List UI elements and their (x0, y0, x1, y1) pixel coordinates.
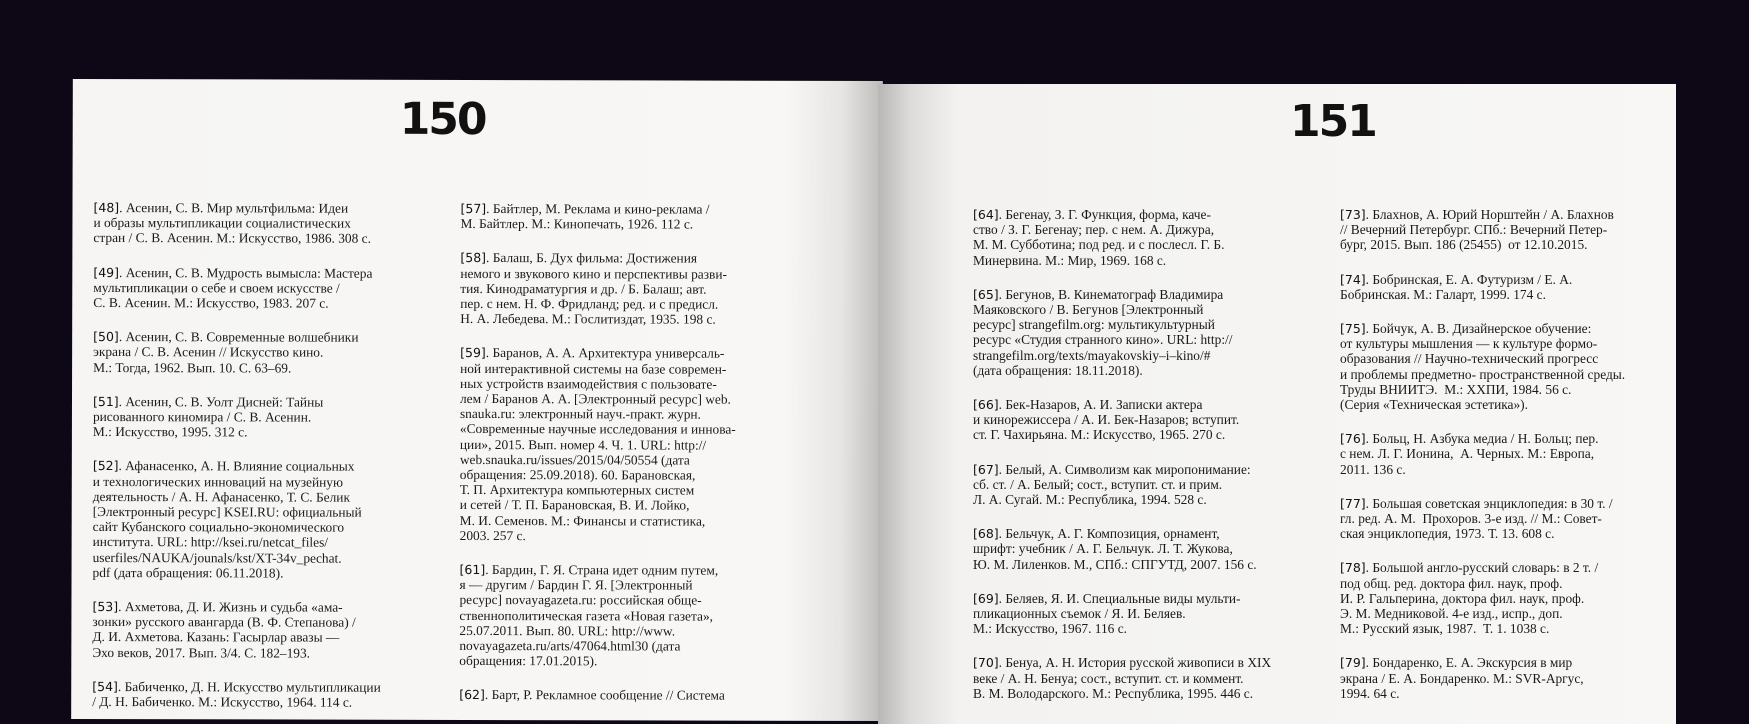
entry-number: [53] (92, 599, 119, 615)
entry-text: . Больц, Н. Азбука медиа / Н. Больц; пер. с нем. Л. Г. Ионина, А. Черных. М.: Европа, 2011. 136 с. (1340, 431, 1599, 477)
entry-number: [68] (973, 526, 999, 542)
bibliography-entry (973, 462, 1313, 508)
bibliography-entry (93, 458, 433, 581)
entry-number: [66] (973, 397, 999, 413)
entry-number: [48] (93, 199, 120, 216)
bibliography-entry (460, 201, 800, 232)
entry-text: . Асенин, С. В. Современные волшебники экрана / С. В. Асенин // Искусство кино. М.: Тогда, 1962. Вып. 10. С. 63–69. (93, 329, 359, 376)
bibliography-entry (973, 591, 1313, 637)
bibliography-entry (459, 687, 799, 703)
entry-text: . Барт, Р. Рекламное сообщение // Система (484, 687, 725, 704)
bibliography-entry (973, 655, 1313, 701)
bibliography-entry (93, 329, 433, 375)
entry-text: . Беляев, Я. И. Специальные виды мульти- пликационных съемок / Я. И. Беляев. М.: Искусство, 1967. 116 с. (973, 590, 1241, 637)
entry-number: [73] (1340, 207, 1366, 222)
bibliography-entry (973, 397, 1313, 443)
bibliography-entry (459, 562, 799, 669)
left-page (71, 79, 883, 721)
entry-number: [59] (460, 345, 486, 361)
bibliography-entry (1340, 496, 1676, 542)
bibliography-column (1340, 207, 1676, 720)
entry-number: [78] (1340, 560, 1366, 576)
entry-number: [57] (460, 200, 487, 217)
entry-text: . Бабиченко, Д. Н. Искусство мультипликации / Д. Н. Бабиченко. М.: Искусство, 1964. 114 с. (92, 678, 381, 710)
bibliography-entry (1340, 207, 1676, 253)
entry-text: . Бобринская, Е. А. Футуризм / Е. А. Бобринская. М.: Галарт, 1999. 174 с. (1340, 271, 1573, 302)
bibliography-entry (1340, 321, 1676, 412)
bibliography-entry (92, 679, 432, 710)
bibliography-column (92, 200, 433, 721)
right-page (878, 84, 1676, 724)
entry-number: [49] (93, 264, 120, 280)
entry-number: [75] (1340, 321, 1366, 337)
entry-number: [58] (460, 250, 487, 266)
bibliography-entry (973, 287, 1313, 378)
bibliography-entry (460, 250, 800, 327)
bibliography-entry (93, 265, 433, 311)
entry-text: . Большой англо-русский словарь: в 2 т. / под общ. ред. доктора фил. наук, проф. И. Р. Гальперина, доктора фил. наук, проф. Э. М. Медниковой. 4-е изд., испр., доп. М.: Русский язык, 1987. Т. 1. 1038 с. (1340, 560, 1599, 637)
entry-text: . Асенин, С. В. Уолт Дисней: Тайны рисованного киномира / С. В. Асенин. М.: Искусство, 1995. 312 с. (92, 393, 324, 440)
entry-number: [65] (973, 286, 999, 302)
entry-text: . Блахнов, А. Юрий Норштейн / А. Блахнов // Вечерний Петербург. СПб.: Вечерний Петер- бург, 2015. Вып. 186 (25455) от 12.10.2015. (1340, 207, 1614, 253)
entry-number: [54] (92, 678, 118, 694)
entry-text: . Афанасенко, А. Н. Влияние социальных и технологических инноваций на музейную деятельность / А. Н. Афанасенко, Т. С. Белик [Электронный ресурс] KSEI.RU: официальный сайт Кубанского социально-экономического института. URL: http://ksei.ru/netcat_files/ userfiles/NAUKA/jounals/kst/XT-34v_pechat. pdf (дата обращения: 06.11.2018). (92, 458, 362, 581)
bibliography-entry (93, 200, 433, 246)
bibliography-entry (1340, 272, 1676, 302)
bibliography-entry (1340, 655, 1676, 701)
entry-number: [61] (459, 562, 486, 578)
bibliography-entry (1340, 431, 1676, 477)
entry-text: . Бельчук, А. Г. Композиция, орнамент, шрифт: учебник / А. Г. Бельчук. Л. Т. Жукова, Ю. М. Лиленков. М., СПб.: СПГУТД, 2007. 156 с. (973, 526, 1257, 572)
page-number: 151 (1290, 96, 1376, 147)
entry-text: . Бегенау, З. Г. Функция, форма, каче- ство / З. Г. Бегенау; пер. с нем. А. Дижура, М. М. Субботина; под ред. и с послесл. Г. Б. Минервина. М.: Мир, 1969. 168 с. (973, 207, 1225, 268)
entry-number: [76] (1340, 431, 1366, 447)
entry-text: . Байтлер, М. Реклама и кино-реклама / М. Байтлер. М.: Кинопечать, 1926. 112 с. (460, 201, 710, 232)
bibliography-entry (92, 599, 432, 661)
entry-number: [62] (459, 687, 485, 703)
page-number: 150 (399, 93, 486, 146)
entry-text: . Баранов, А. А. Архитектура универсаль- ной интерактивной системы на базе современ- ных устройств взаимодействия с пользовате- лем / Баранов А. А. [Электронный ресурс] web. snauka.ru: электронный науч.-практ. журн. «Современные научные исследования и иннова- ции», 2015. Вып. номер 4. Ч. 1. URL: http:// web.snauka.ru/issues/2015/04/50554 (дата обращения: 25.09.2018). 60. Барановская, Т. П. Архитектура компьютерных систем и сетей / Т. П. Барановская, В. И. Лойко, М. И. Семенов. М.: Финансы и статистика, 2003. 257 с. (459, 345, 736, 543)
bibliography-entry (1340, 560, 1676, 636)
entry-text: . Бенуа, А. Н. История русской живописи в XIX веке / А. Н. Бенуа; сост., вступит. ст. и коммент. В. М. Володарского. М.: Республика, 1995. 446 с. (973, 655, 1272, 701)
entry-number: [64] (973, 207, 999, 222)
entry-number: [69] (973, 590, 999, 606)
entry-text: . Бегунов, В. Кинематограф Владимира Маяковского / В. Бегунов [Электронный ресурс] strangefilm.org: мультикультурный ресурс «Студия странного кино». URL: http:// strangefilm.org/texts/mayakovskiy–i–kino/# (дата обращения: 18.11.2018). (973, 286, 1233, 378)
bibliography-column (459, 201, 800, 721)
entry-text: . Большая советская энциклопедия: в 30 т. / гл. ред. А. М. Прохоров. 3-е изд. // М.: Совет- ская энциклопедия, 1973. Т. 13. 608 с. (1340, 495, 1613, 542)
bibliography-entry (93, 394, 433, 440)
bibliography-entry (973, 207, 1313, 268)
entry-text: . Белый, А. Символизм как миропонимание: сб. ст. / А. Белый; сост., вступит. ст. и прим. Л. А. Сугай. М.: Республика, 1994. 528 с. (973, 461, 1251, 508)
entry-number: [79] (1340, 655, 1366, 671)
entry-number: [67] (973, 461, 999, 477)
entry-number: [77] (1340, 495, 1366, 511)
entry-text: . Ахметова, Д. И. Жизнь и судьба «ама- зонки» русского авангарда (В. Ф. Степанова) / Д. И. Ахметова. Казань: Гасырлар авазы — Эхо веков, 2017. Вып. 3/4. С. 182–193. (92, 599, 356, 661)
entry-number: [70] (973, 655, 999, 671)
bibliography-entry (973, 526, 1313, 572)
entry-text: . Асенин, С. В. Мир мультфильма: Идеи и образы мультипликации социалистических стран / С. В. Асенин. М.: Искусство, 1986. 308 с. (93, 200, 371, 247)
bibliography-column (973, 207, 1313, 720)
bibliography-entry (460, 345, 801, 544)
entry-number: [74] (1340, 271, 1366, 287)
entry-number: [52] (92, 458, 119, 474)
entry-text: . Бойчук, А. В. Дизайнерское обучение: от культуры мышления — к культуре формо- образования // Научно-технический прогресс и проблемы предметно- пространственной среды. Труды ВНИИТЭ. М.: ХХПИ, 1984. 56 с. (Серия «Техническая эстетика»). (1340, 321, 1626, 413)
entry-number: [50] (93, 329, 119, 345)
entry-text: . Бардин, Г. Я. Страна идет одним путем, я — другим / Бардин Г. Я. [Электронный ресурс] novayagazeta.ru: российская обще- ственнополитическая газета «Новая газета», 25.07.2011. Вып. 80. URL: http://www. novayagazeta.ru/arts/47064.html30 (дата обращения: 17.01.2015). (459, 562, 719, 669)
entry-text: . Балаш, Б. Дух фильма: Достижения немого и звукового кино и перспективы разви- тия. Кинодраматургия и др. / Б. Балаш; авт. пер. с нем. Н. Ф. Фридланд; ред. и с предисл. Н. А. Лебедева. М.: Гослитиздат, 1935. 198 с. (460, 250, 727, 327)
entry-text: . Бек-Назаров, А. И. Записки актера и кинорежиссера / А. И. Бек-Назаров; вступит. ст. Г. Чахирьяна. М.: Искусство, 1965. 270 с. (973, 397, 1240, 443)
entry-text: . Бондаренко, Е. А. Экскурсия в мир экрана / Е. А. Бондаренко. М.: SVR-Аргус, 1994. 64 с. (1340, 655, 1584, 701)
entry-number: [51] (92, 393, 119, 409)
entry-text: . Асенин, С. В. Мудрость вымысла: Мастера мультипликации о себе и своем искусстве / С. В. Асенин. М.: Искусство, 1983. 207 с. (93, 264, 373, 311)
